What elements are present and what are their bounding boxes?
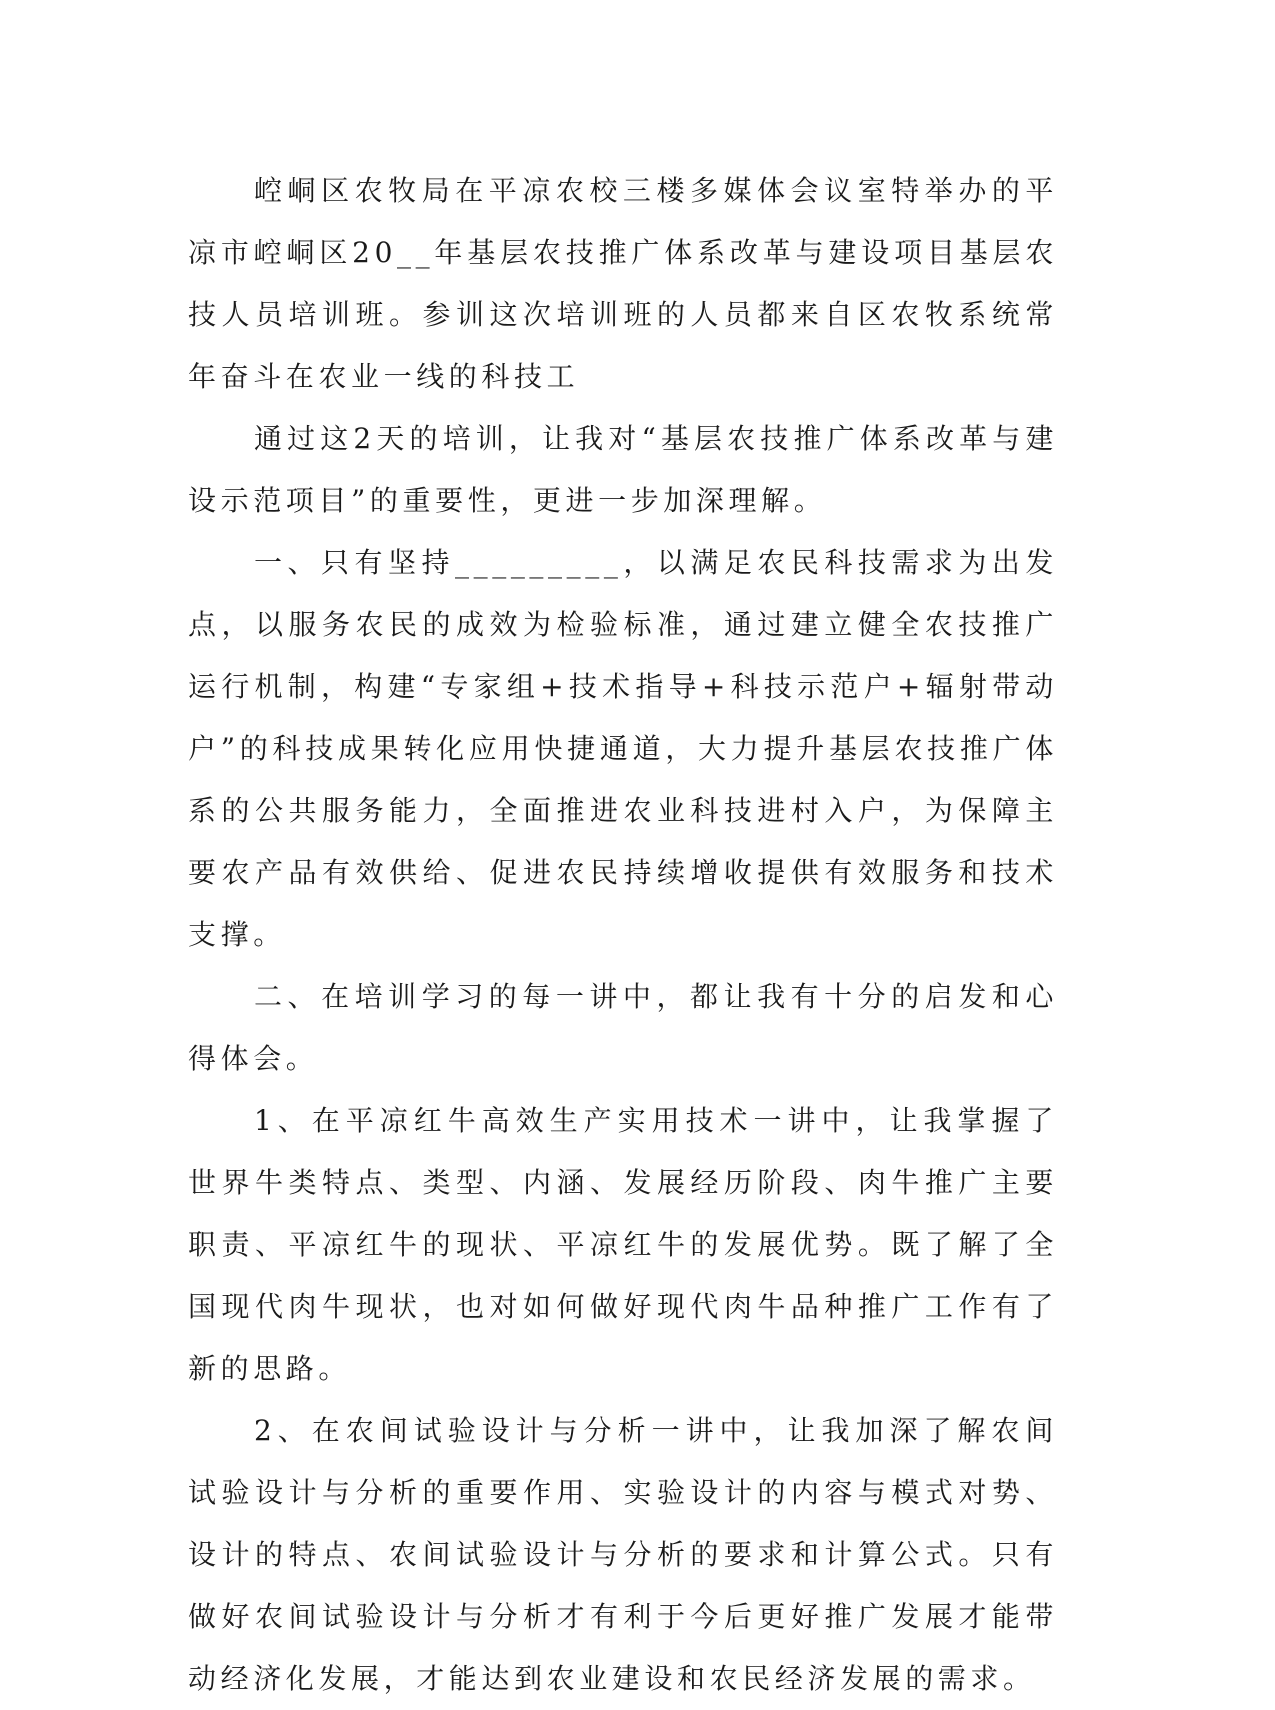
paragraph-item-cattle: 1、在平凉红牛高效生产实用技术一讲中，让我掌握了世界牛类特点、类型、内涵、发展经历阶段、肉牛推广主要职责、平凉红牛的现状、平凉红牛的发展优势。既了解了全国现代肉牛现状，也对如何做好现代肉牛品种推广工作有了新的思路。 <box>188 1104 1058 1385</box>
paragraph-item-field-trial: 2、在农间试验设计与分析一讲中，让我加深了解农间试验设计与分析的重要作用、实验设计的内容与模式对势、设计的特点、农间试验设计与分析的要求和计算公式。只有做好农间试验设计与分析才有利于今后更好推广发展才能带动经济化发展，才能达到农业建设和农民经济发展的需求。 <box>188 1414 1058 1695</box>
document-body <box>188 160 1058 1710</box>
paragraph-point-one: 一、只有坚持_________，以满足农民科技需求为出发点，以服务农民的成效为检验标准，通过建立健全农技推广运行机制，构建“专家组+技术指导+科技示范户+辐射带动户”的科技成果转化应用快捷通道，大力提升基层农技推广体系的公共服务能力，全面推进农业科技进村入户，为保障主要农产品有效供给、促进农民持续增收提供有效服务和技术支撑。 <box>188 546 1058 951</box>
paragraph-training-summary: 通过这2天的培训，让我对“基层农技推广体系改革与建设示范项目”的重要性，更进一步加深理解。 <box>188 422 1058 517</box>
paragraph-intro: 崆峒区农牧局在平凉农校三楼多媒体会议室特举办的平凉市崆峒区20__年基层农技推广体系改革与建设项目基层农技人员培训班。参训这次培训班的人员都来自区农牧系统常年奋斗在农业一线的科技工 <box>188 174 1058 393</box>
paragraph-point-two: 二、在培训学习的每一讲中，都让我有十分的启发和心得体会。 <box>188 980 1058 1075</box>
